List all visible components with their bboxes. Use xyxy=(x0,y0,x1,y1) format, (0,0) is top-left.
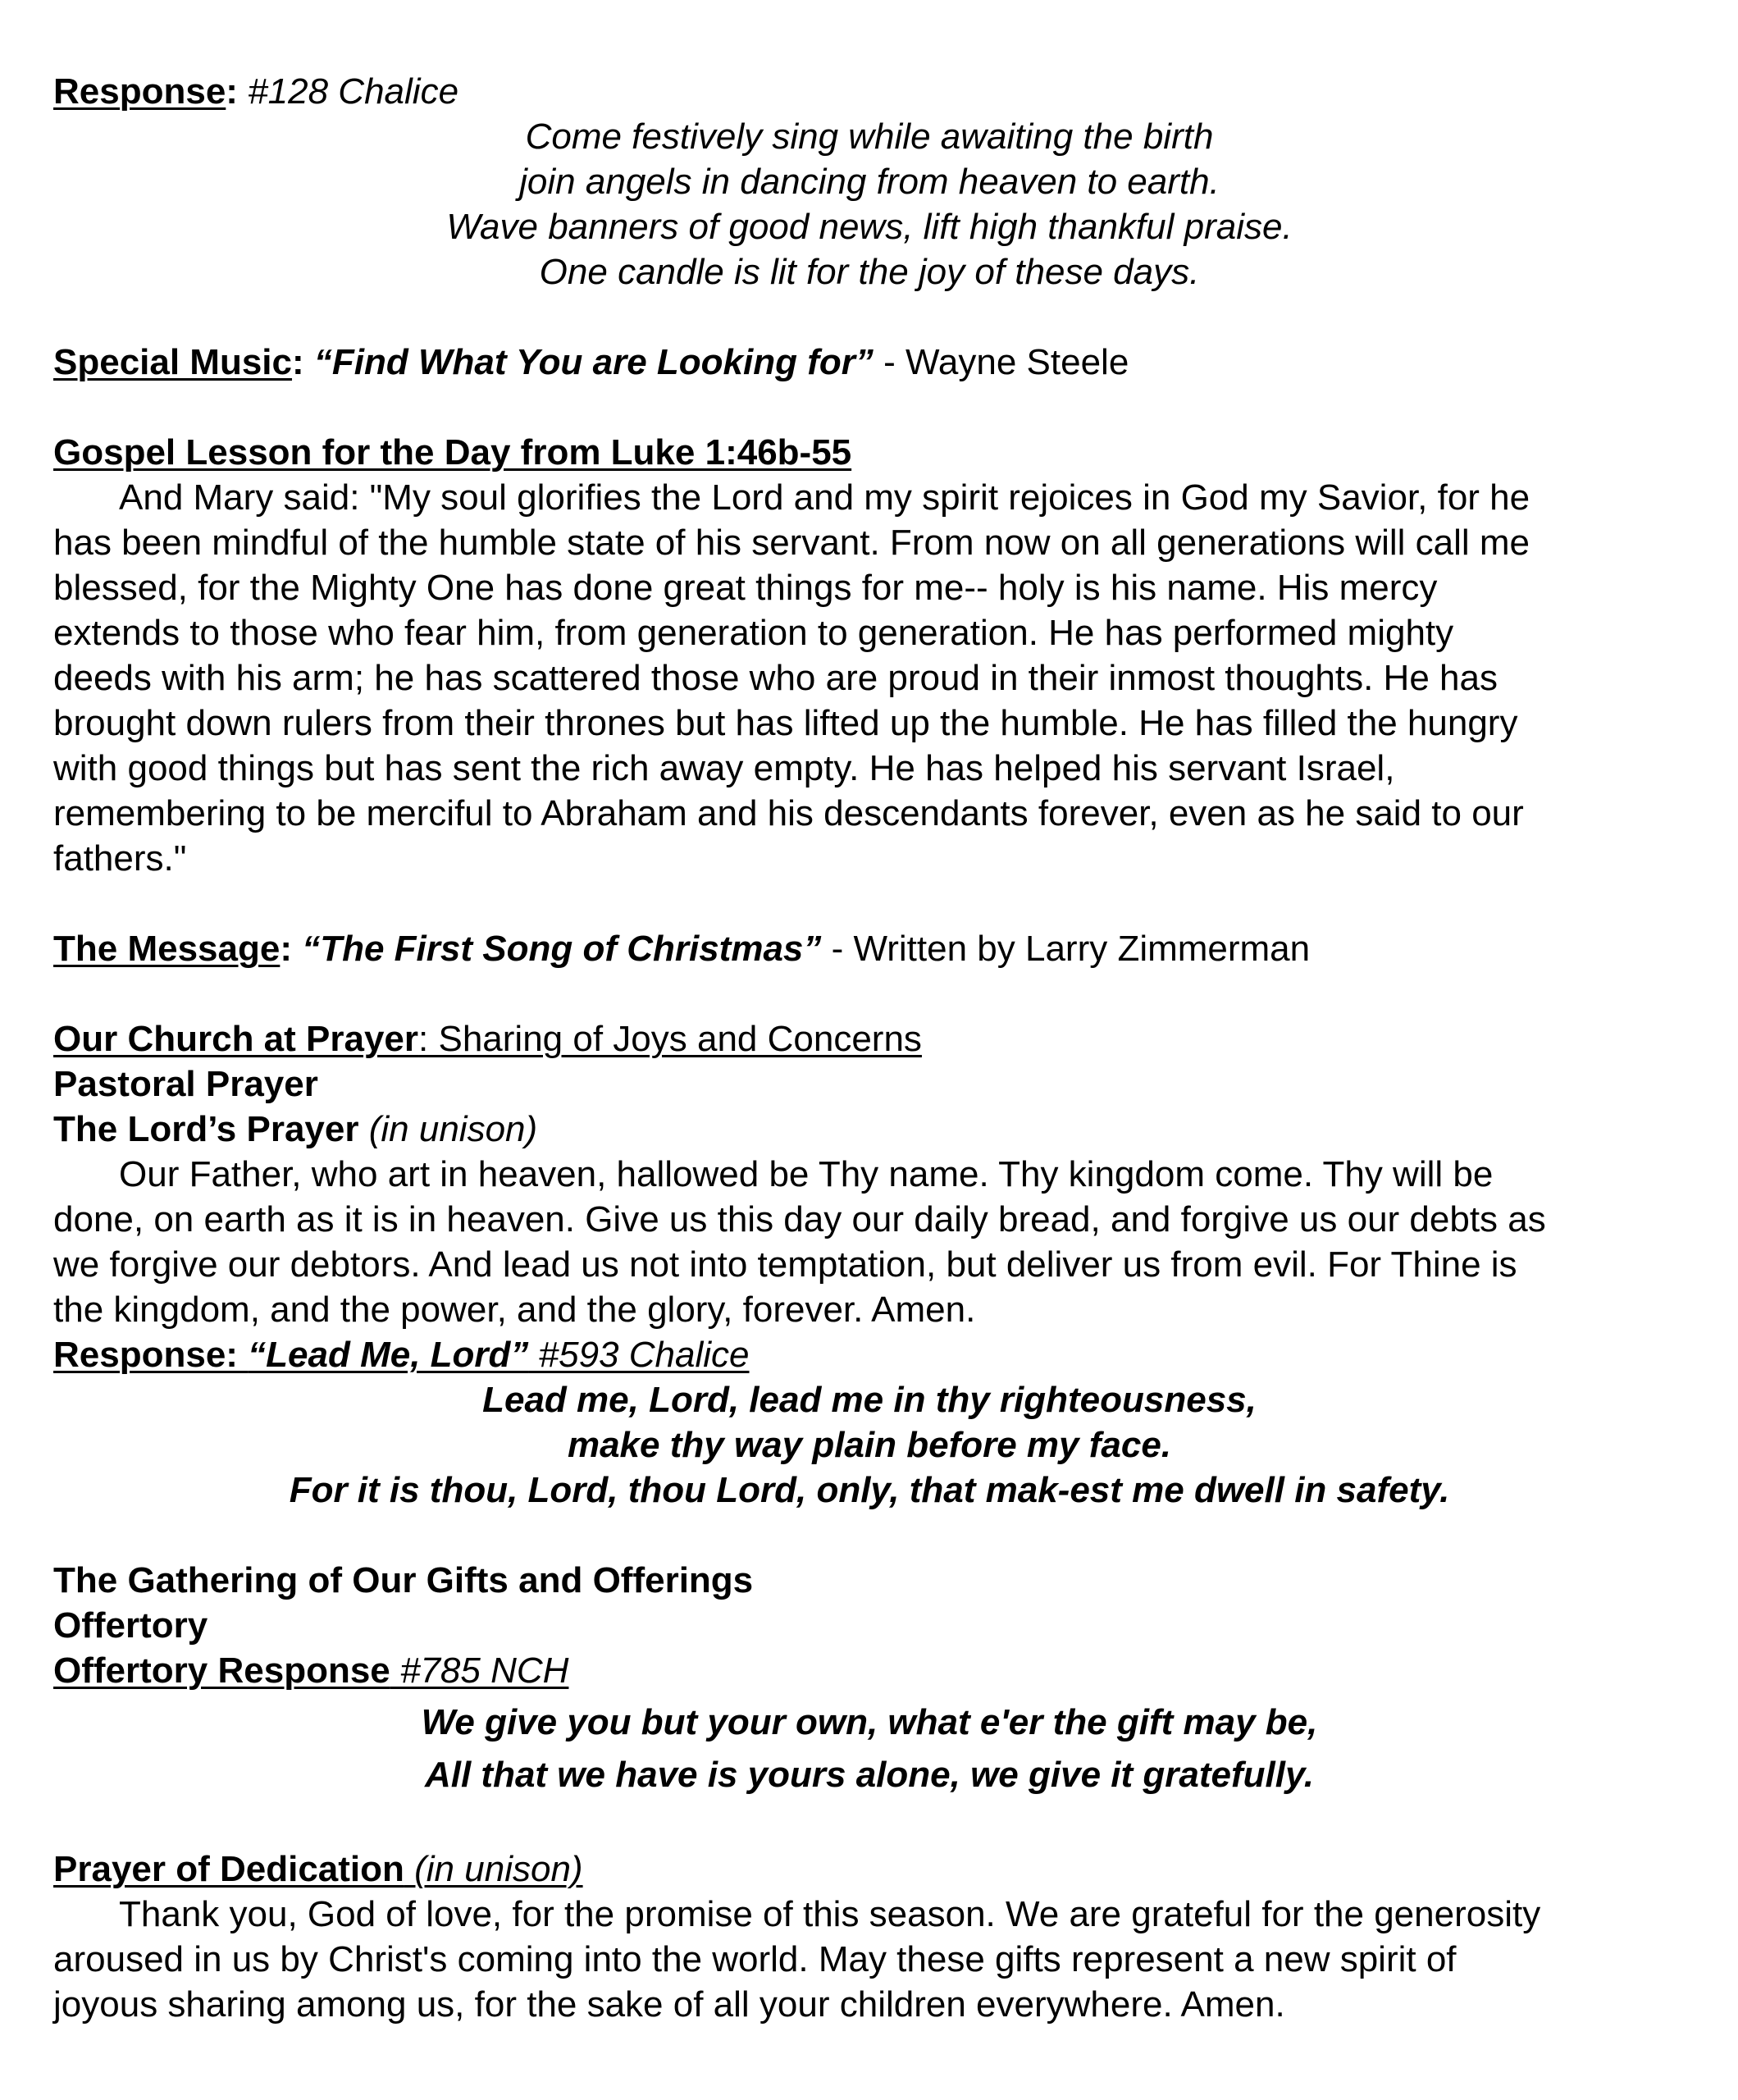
dedication-line: aroused in us by Christ's coming into the world. May these gifts represent a new spirit of xyxy=(53,1939,1457,1979)
prayer-subtitle: : Sharing of Joys and Concerns xyxy=(418,1019,922,1059)
special-music-credit: - Wayne Steele xyxy=(873,342,1129,382)
verse-line: Come festively sing while awaiting the birth xyxy=(525,116,1214,157)
message-label: The Message xyxy=(53,929,281,969)
response-label: Response xyxy=(53,71,226,112)
prayer-label: Our Church at Prayer xyxy=(53,1019,419,1059)
gospel-heading: Gospel Lesson for the Day from Luke 1:46b-55 xyxy=(53,432,852,472)
gospel-line: has been mindful of the humble state of his servant. From now on all generations will call me xyxy=(53,523,1530,563)
response-colon: : xyxy=(226,71,249,112)
prayer-heading xyxy=(53,1016,1694,1061)
gospel-line: brought down rulers from their thrones but has lifted up the humble. He has filled the hungry xyxy=(53,703,1518,743)
verse-line: We give you but your own, what e'er the gift may be, xyxy=(421,1702,1318,1742)
message-credit: - Written by Larry Zimmerman xyxy=(821,929,1311,969)
lords-prayer-note: (in unison) xyxy=(358,1109,538,1149)
verse-line: make thy way plain before my face. xyxy=(567,1425,1172,1465)
special-music-colon: : xyxy=(292,342,314,382)
message-colon: : xyxy=(280,929,303,969)
offertory-heading: Offertory xyxy=(53,1605,208,1646)
response-verse xyxy=(53,114,1694,294)
special-music xyxy=(53,340,1694,385)
verse-line: Wave banners of good news, lift high thankful praise. xyxy=(446,207,1293,247)
gospel-line: blessed, for the Mighty One has done great things for me-- holy is his name. His mercy xyxy=(53,568,1438,608)
verse-line: For it is thou, Lord, thou Lord, only, that mak-est me dwell in safety. xyxy=(289,1470,1450,1510)
prayer-line: done, on earth as it is in heaven. Give us this day our daily bread, and forgive us our debts as xyxy=(53,1199,1546,1239)
dedication-label: Prayer of Dedication xyxy=(53,1849,404,1889)
gospel-line: remembering to be merciful to Abraham and his descendants forever, even as he said to our xyxy=(53,793,1524,833)
gospel-line: with good things but has sent the rich away empty. He has helped his servant Israel, xyxy=(53,748,1395,788)
response2-title: “Lead Me, Lord” xyxy=(248,1335,529,1375)
bulletin-page xyxy=(53,69,1694,2027)
lords-prayer-text xyxy=(53,1152,1698,1332)
special-music-label: Special Music xyxy=(53,342,293,382)
gathering-heading: The Gathering of Our Gifts and Offerings xyxy=(53,1560,754,1600)
gospel-line: deeds with his arm; he has scattered those who are proud in their inmost thoughts. He has xyxy=(53,658,1498,698)
offertory-verse xyxy=(53,1696,1694,1801)
response2-label: Response: xyxy=(53,1335,249,1375)
gospel-text xyxy=(53,475,1698,881)
gospel-line: extends to those who fear him, from generation to generation. He has performed mighty xyxy=(53,613,1454,653)
response-heading xyxy=(53,69,1694,114)
prayer-line: Our Father, who art in heaven, hallowed be Thy name. Thy kingdom come. Thy will be xyxy=(119,1154,1494,1194)
dedication-heading xyxy=(53,1847,1694,1892)
lords-prayer-heading xyxy=(53,1107,1694,1152)
special-music-title: “Find What You are Looking for” xyxy=(313,342,874,382)
prayer-line: we forgive our debtors. And lead us not into temptation, but deliver us from evil. For Thine is xyxy=(53,1244,1517,1285)
dedication-note: (in unison) xyxy=(404,1849,583,1889)
verse-line: Lead me, Lord, lead me in thy righteousness, xyxy=(482,1380,1257,1420)
message xyxy=(53,926,1694,971)
dedication-line: Thank you, God of love, for the promise of this season. We are grateful for the generosity xyxy=(119,1894,1541,1934)
gospel-line: fathers." xyxy=(53,838,187,879)
response2-hymn-ref: #593 Chalice xyxy=(528,1335,750,1375)
verse-line: All that we have is yours alone, we give it gratefully. xyxy=(424,1755,1314,1795)
response2-verse xyxy=(53,1377,1694,1513)
gospel-line: And Mary said: "My soul glorifies the Lord and my spirit rejoices in God my Savior, for he xyxy=(119,477,1530,518)
verse-line: One candle is lit for the joy of these days. xyxy=(539,252,1200,292)
offertory-response-ref: #785 NCH xyxy=(390,1650,569,1691)
prayer-line: the kingdom, and the power, and the glory, forever. Amen. xyxy=(53,1290,976,1330)
response-hymn-ref: #128 Chalice xyxy=(248,71,459,112)
dedication-text xyxy=(53,1892,1698,2027)
pastoral-prayer: Pastoral Prayer xyxy=(53,1064,318,1104)
lords-prayer-label: The Lord’s Prayer xyxy=(53,1109,359,1149)
message-title: “The First Song of Christmas” xyxy=(302,929,822,969)
verse-line: join angels in dancing from heaven to earth. xyxy=(519,162,1220,202)
response2-heading xyxy=(53,1332,1694,1377)
dedication-line: joyous sharing among us, for the sake of all your children everywhere. Amen. xyxy=(53,1984,1285,2025)
offertory-response-heading xyxy=(53,1648,1694,1693)
offertory-response-label: Offertory Response xyxy=(53,1650,390,1691)
